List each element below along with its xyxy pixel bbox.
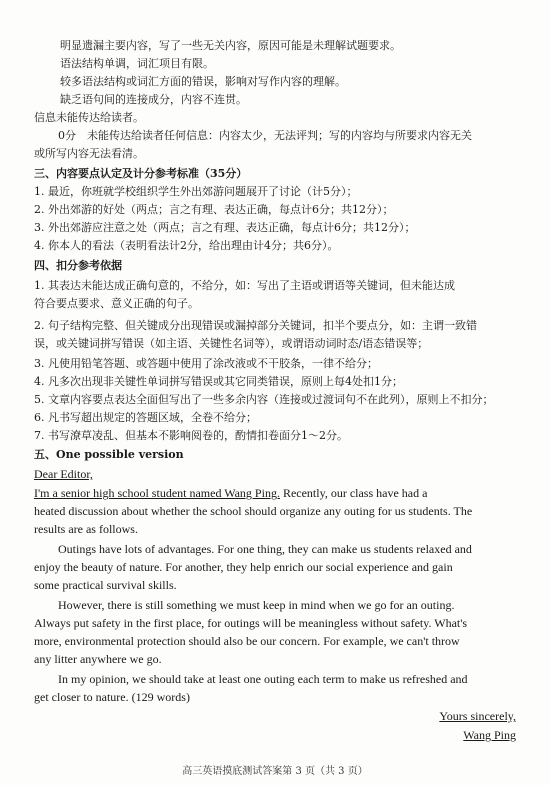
letter-closing: Yours sincerely,: [439, 709, 516, 723]
deduction-rule: 1. 其表达未能达成正确句意的，不给分，如：写出了主语或谓语等关键词，但未能达成: [34, 279, 455, 292]
letter-line: any litter anywhere we go.: [34, 652, 162, 666]
letter-line: In my opinion, we should take at least one outing each term to make us refreshed and: [58, 672, 468, 686]
scoring-line: 缺乏语句间的连接成分，内容不连贯。: [60, 93, 247, 106]
page-footer: 高三英语摸底测试答案第 3 页（共 3 页）: [182, 766, 368, 777]
deduction-rule: 5. 文章内容要点表达全面但写出了一些多余内容（连接或过渡词句不在此列），原则上不扣分；: [34, 393, 494, 406]
letter-line: results are as follows.: [34, 522, 138, 536]
content-point: 2. 外出郊游的好处（两点；言之有理、表达正确，每点计6分；共12分）；: [34, 203, 394, 216]
letter-salutation: Dear Editor,: [34, 467, 93, 481]
letter-text: Recently, our class have had a: [279, 486, 428, 500]
letter-line: heated discussion about whether the school should organize any outing for us students. The: [34, 504, 473, 518]
letter-line: get closer to nature. (129 words): [34, 690, 190, 704]
deduction-rule: 符合要点要求、意义正确的句子。: [34, 297, 199, 310]
letter-line: more, environmental protection should also be our concern. For example, we can't throw: [34, 634, 460, 648]
deduction-rule: 误，或关键词拼写错误（如主语、关键性名词等），或谓语动词时态/语态错误等；: [34, 337, 429, 350]
deduction-rule: 3. 凡使用铅笔答题、或答题中使用了涂改液或不干胶条，一律不给分；: [34, 357, 378, 370]
section-heading: 四、扣分参考依据: [34, 259, 122, 272]
content-point: 4. 你本人的看法（表明看法计2分，给出理由计4分；共6分）。: [34, 239, 339, 252]
content-point: 3. 外出郊游应注意之处（两点；言之有理、表达正确，每点计6分；共12分）；: [34, 221, 416, 234]
deduction-rule: 7. 书写潦草凌乱、但基本不影响阅卷的，酌情扣卷面分1～2分。: [34, 429, 348, 442]
letter-line: Outings have lots of advantages. For one thing, they can make us students relaxed and: [58, 542, 472, 556]
deduction-rule: 4. 凡多次出现非关键性单词拼写错误或其它同类错误，原则上每4处扣1分；: [34, 375, 403, 388]
deduction-rule: 2. 句子结构完整、但关键成分出现错误或漏掉部分关键词，扣半个要点分，如：主谓一致错: [34, 319, 477, 332]
letter-line: [34, 485, 518, 501]
underlined-sentence: I'm a senior high school student named Wang Ping.: [34, 486, 280, 500]
scoring-line: 或所写内容无法看清。: [34, 147, 144, 160]
deduction-rule: 6. 凡书写超出规定的答题区域，全卷不给分；: [34, 411, 257, 424]
scoring-line: 语法结构单调，词汇项目有限。: [60, 57, 214, 70]
scoring-line: 0分 未能传达给读者任何信息：内容太少，无法评判；写的内容均与所要求内容无关: [58, 129, 472, 142]
scoring-line: 明显遗漏主要内容，写了一些无关内容，原因可能是未理解试题要求。: [60, 39, 401, 52]
scoring-line: 较多语法结构或词汇方面的错误，影响对写作内容的理解。: [60, 75, 346, 88]
letter-line: However, there is still something we must keep in mind when we go for an outing.: [58, 598, 455, 612]
section-heading: 五、One possible version: [34, 448, 184, 461]
letter-line: enjoy the beauty of nature. For another, they help enrich our social experience and gain: [34, 560, 453, 574]
letter-signature: Wang Ping: [463, 728, 516, 742]
section-heading: 三、内容要点认定及计分参考标准（35分）: [34, 167, 248, 180]
letter-line: some practical survival skills.: [34, 578, 177, 592]
scoring-line: 信息未能传达给读者。: [34, 111, 144, 124]
letter-line: Always put safety in the first place, for outings will be meaningless without safety. What's: [34, 616, 468, 630]
content-point: 1. 最近，你班就学校组织学生外出郊游问题展开了讨论（计5分）；: [34, 185, 358, 198]
